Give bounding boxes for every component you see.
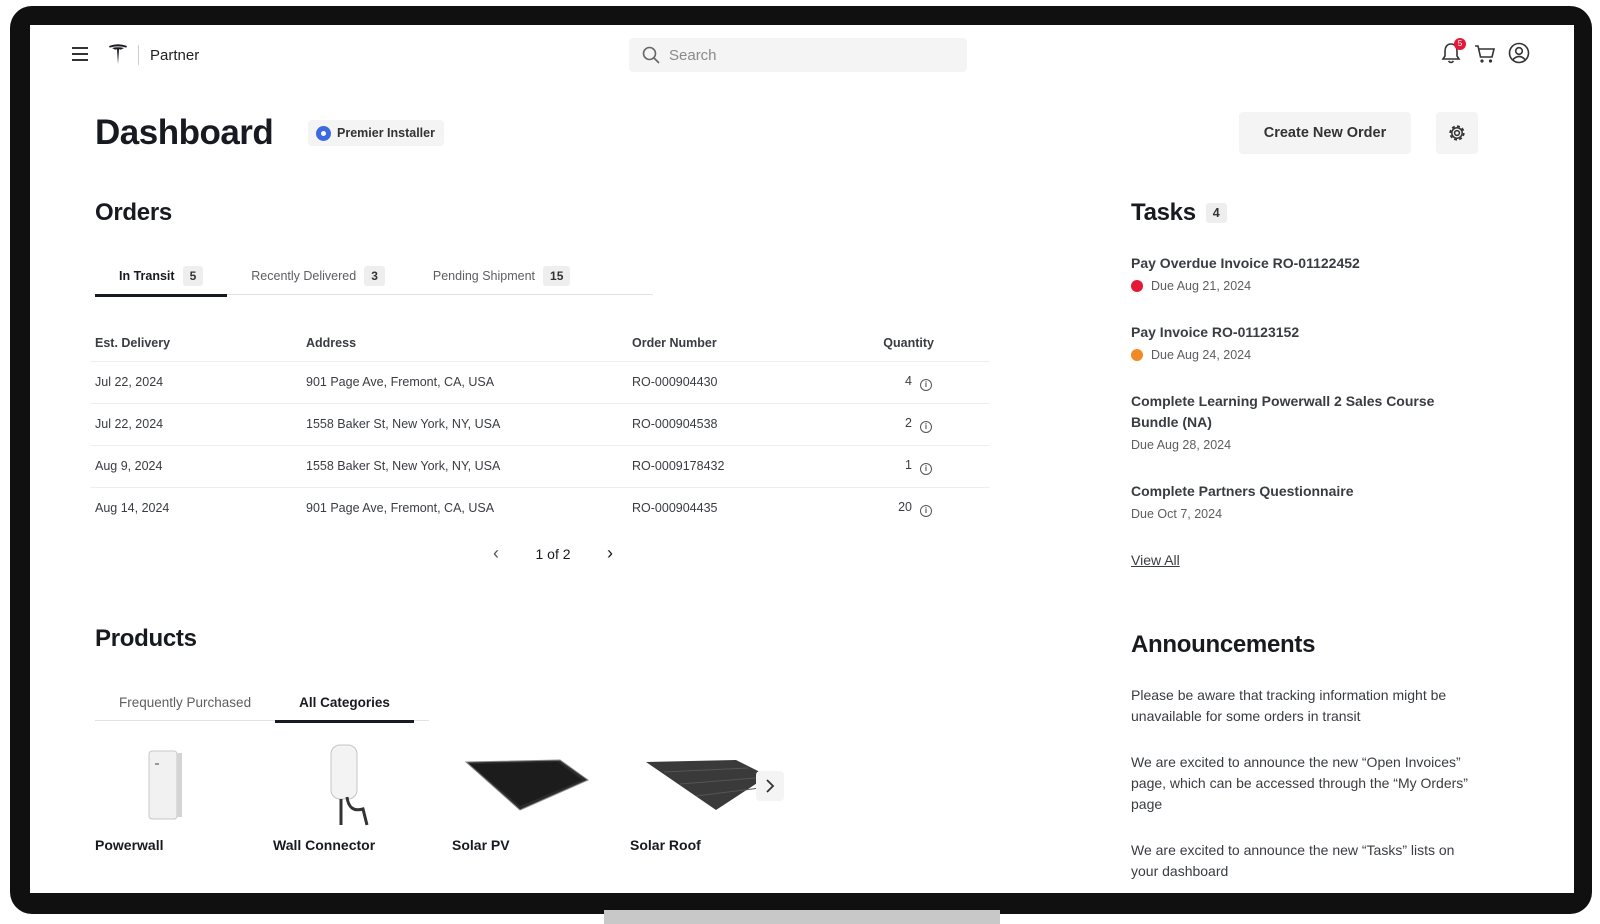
due-date: Due Oct 7, 2024 xyxy=(1131,507,1223,521)
task-due xyxy=(1131,348,1471,362)
monitor-stand xyxy=(604,910,1000,924)
announcement-item: We are excited to announce the new “Tasks” lists on your dashboard xyxy=(1131,842,1455,879)
tab-all-categories[interactable]: All Categories xyxy=(275,683,414,721)
brand-label: Partner xyxy=(150,47,200,64)
gear-icon xyxy=(1446,122,1468,144)
address-cell: 1558 Baker St, New York, NY, USA xyxy=(301,445,627,487)
quantity-cell xyxy=(827,445,990,487)
table-row[interactable] xyxy=(90,361,990,403)
tab-label: Pending Shipment xyxy=(432,269,536,283)
task-item[interactable] xyxy=(1131,253,1471,293)
tasks-count: 4 xyxy=(1206,203,1227,223)
task-due xyxy=(1131,507,1471,521)
overdue-status-dot xyxy=(1131,280,1143,292)
tasks-title: Tasks xyxy=(1131,199,1196,226)
create-new-order-button[interactable]: Create New Order xyxy=(1239,112,1411,154)
task-item[interactable] xyxy=(1131,391,1451,452)
info-icon[interactable]: i xyxy=(920,379,932,391)
order-number-cell[interactable]: RO-0009178432 xyxy=(627,445,827,487)
column-header[interactable]: Est. Delivery xyxy=(95,335,171,350)
orders-pagination xyxy=(493,543,613,564)
table-row[interactable] xyxy=(90,403,990,445)
quantity-value: 1 xyxy=(905,457,912,472)
table-row[interactable] xyxy=(90,487,990,529)
column-header[interactable]: Address xyxy=(306,335,357,350)
tab-in-transit[interactable] xyxy=(95,257,227,295)
premier-installer-badge xyxy=(308,120,444,146)
product-card-solar-pv[interactable] xyxy=(452,743,602,853)
task-item[interactable] xyxy=(1131,481,1471,521)
tab-count: 3 xyxy=(364,266,385,286)
delivery-cell: Jul 22, 2024 xyxy=(90,403,301,445)
brand-divider xyxy=(138,45,139,65)
due-date: Due Aug 28, 2024 xyxy=(1131,438,1232,452)
search-bar[interactable] xyxy=(629,38,967,72)
delivery-cell: Jul 22, 2024 xyxy=(90,361,301,403)
order-number-cell[interactable]: RO-000904435 xyxy=(627,487,827,529)
info-icon[interactable]: i xyxy=(920,421,932,433)
settings-button[interactable] xyxy=(1436,112,1478,154)
search-input[interactable] xyxy=(669,47,949,64)
tab-label: Recently Delivered xyxy=(251,269,357,283)
page-title: Dashboard xyxy=(95,113,274,152)
address-cell: 901 Page Ave, Fremont, CA, USA xyxy=(301,361,627,403)
products-title: Products xyxy=(95,625,197,652)
product-name: Powerwall xyxy=(95,837,164,853)
badge-label: Premier Installer xyxy=(337,126,435,140)
orders-title: Orders xyxy=(95,199,172,226)
quantity-value: 20 xyxy=(898,499,912,514)
due-soon-status-dot xyxy=(1131,349,1143,361)
announcement-item: We are excited to announce the new “Open Invoices” page, which can be accessed through the “My Orders” page xyxy=(1131,754,1468,812)
quantity-cell xyxy=(827,361,990,403)
tab-label: In Transit xyxy=(119,269,175,283)
column-header[interactable]: Order Number xyxy=(632,335,717,350)
carousel-next-button[interactable] xyxy=(756,771,784,801)
quantity-cell xyxy=(827,487,990,529)
delivery-cell: Aug 9, 2024 xyxy=(90,445,301,487)
task-title[interactable]: Pay Overdue Invoice RO-01122452 xyxy=(1131,255,1360,271)
tab-pending-shipment[interactable] xyxy=(409,257,595,295)
orders-table xyxy=(90,325,990,529)
user-icon xyxy=(1508,41,1530,65)
info-icon[interactable]: i xyxy=(920,463,932,475)
search-icon xyxy=(641,45,661,65)
announcement-item: Please be aware that tracking information might be unavailable for some orders in transit xyxy=(1131,687,1447,724)
orders-tabs xyxy=(95,257,653,295)
top-icon-group xyxy=(1440,41,1530,65)
hamburger-menu-icon[interactable] xyxy=(72,47,88,61)
tab-count: 5 xyxy=(183,266,204,286)
star-badge-icon xyxy=(316,126,331,141)
chevron-left-icon[interactable]: ‹ xyxy=(493,543,499,563)
quantity-value: 4 xyxy=(905,373,912,388)
cart-button[interactable] xyxy=(1474,41,1496,65)
top-navigation xyxy=(30,25,1574,87)
due-date: Due Aug 24, 2024 xyxy=(1151,348,1252,362)
quantity-value: 2 xyxy=(905,415,912,430)
chevron-right-icon xyxy=(765,779,775,793)
delivery-cell: Aug 14, 2024 xyxy=(90,487,301,529)
order-number-cell[interactable]: RO-000904430 xyxy=(627,361,827,403)
product-card-wall-connector[interactable] xyxy=(273,743,423,853)
column-header[interactable]: Quantity xyxy=(883,335,934,350)
product-name: Solar Roof xyxy=(630,837,701,853)
product-name: Solar PV xyxy=(452,837,510,853)
chevron-right-icon[interactable]: › xyxy=(607,543,613,563)
product-name: Wall Connector xyxy=(273,837,376,853)
cart-icon xyxy=(1474,41,1496,65)
wall-connector-image xyxy=(273,743,423,827)
task-title[interactable]: Complete Partners Questionnaire xyxy=(1131,483,1354,499)
task-title[interactable]: Pay Invoice RO-01123152 xyxy=(1131,324,1300,340)
task-item[interactable] xyxy=(1131,322,1471,362)
solar-pv-image xyxy=(452,743,602,827)
app-screen xyxy=(30,25,1574,893)
address-cell: 1558 Baker St, New York, NY, USA xyxy=(301,403,627,445)
task-due xyxy=(1131,279,1471,293)
due-date: Due Aug 21, 2024 xyxy=(1151,279,1252,293)
task-title[interactable]: Complete Learning Powerwall 2 Sales Course Bundle (NA) xyxy=(1131,393,1435,430)
tesla-logo[interactable] xyxy=(108,43,128,65)
powerwall-image xyxy=(95,743,245,827)
quantity-cell xyxy=(827,403,990,445)
address-cell: 901 Page Ave, Fremont, CA, USA xyxy=(301,487,627,529)
view-all-tasks-link[interactable]: View All xyxy=(1131,552,1180,568)
account-button[interactable] xyxy=(1508,41,1530,65)
task-due xyxy=(1131,438,1451,452)
page-indicator: 1 of 2 xyxy=(535,545,571,562)
table-row[interactable] xyxy=(90,445,990,487)
notification-badge: 5 xyxy=(1454,38,1466,50)
tab-frequently-purchased[interactable]: Frequently Purchased xyxy=(119,694,252,710)
tasks-header xyxy=(1131,199,1227,227)
product-card-powerwall[interactable] xyxy=(95,743,245,853)
info-icon[interactable]: i xyxy=(920,505,932,517)
products-tabs xyxy=(95,683,429,721)
order-number-cell[interactable]: RO-000904538 xyxy=(627,403,827,445)
tab-count: 15 xyxy=(543,266,570,286)
announcements-title: Announcements xyxy=(1131,631,1316,658)
table-header-row xyxy=(90,325,990,361)
notifications-button[interactable] xyxy=(1440,41,1462,65)
tab-recently-delivered[interactable] xyxy=(227,257,409,295)
